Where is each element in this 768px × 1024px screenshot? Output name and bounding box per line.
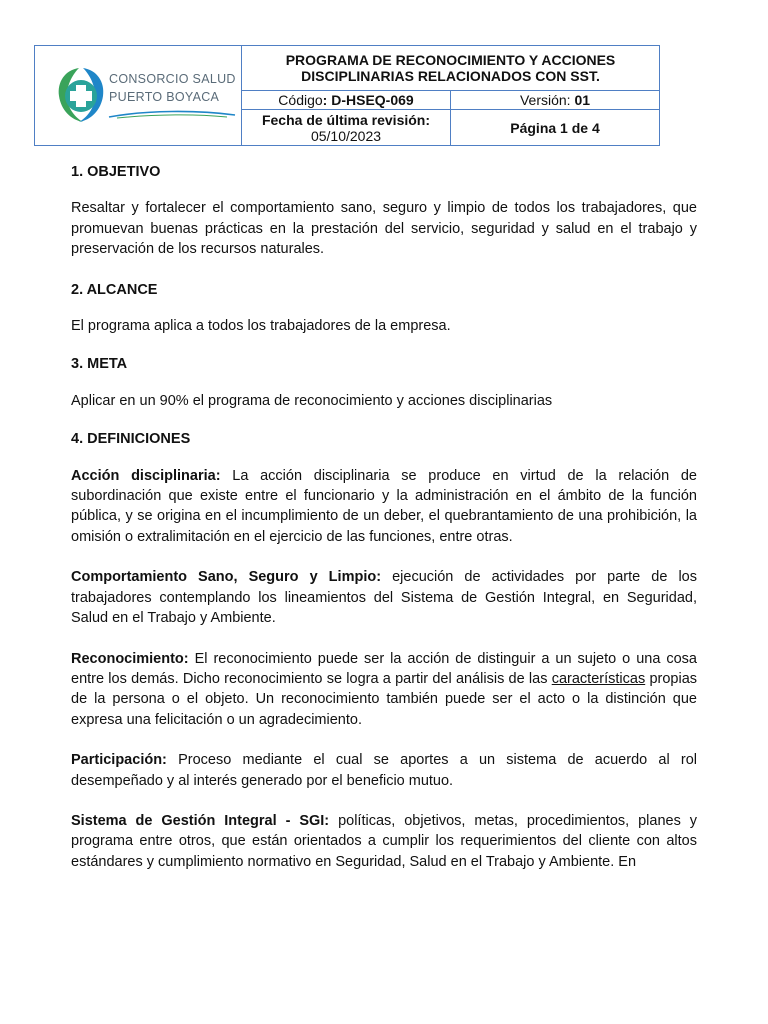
health-cross-logo-icon — [57, 64, 105, 126]
definition-comportamiento — [71, 567, 697, 628]
definition-term: Reconocimiento: — [71, 650, 189, 667]
section-body-meta: Aplicar en un 90% el programa de reconocimiento y acciones disciplinarias — [71, 392, 553, 409]
definition-reconocimiento — [71, 649, 697, 731]
company-logo — [35, 46, 241, 145]
code-cell — [242, 91, 451, 110]
definition-participacion — [71, 750, 697, 791]
definition-sgi — [71, 811, 697, 872]
section-heading-meta: 3. META — [71, 356, 128, 373]
definition-term: Participación: — [71, 752, 167, 769]
document-body — [71, 162, 697, 872]
document-title-line2: DISCIPLINARIAS RELACIONADOS CON SST. — [301, 68, 600, 84]
logo-cell — [35, 46, 242, 146]
revision-label: Fecha de última revisión: — [261, 111, 431, 128]
definition-text: propias de la persona o el objeto. Un reconocimiento también puede ser el acto o la distinción que expresa una felicitación o un agradecimiento. — [71, 670, 698, 728]
definition-text: políticas, objetivos, metas, procedimientos, planes y programa entre otros, que están orientados a cumplir los requerimientos del cliente con altos estándares y cumplimiento normativo en Seguridad, Salud en el Trabajo y Ambiente. En — [71, 812, 697, 870]
document-title-cell — [242, 46, 660, 91]
definition-accion-disciplinaria — [71, 466, 697, 548]
revision-date-cell — [242, 110, 451, 146]
revision-date: 05/10/2023 — [310, 127, 382, 144]
document-title-line1: PROGRAMA DE RECONOCIMIENTO Y ACCIONES — [285, 52, 616, 68]
definition-term: Acción disciplinaria: — [71, 467, 221, 484]
logo-swoosh-icon — [107, 108, 237, 120]
section-body-alcance: El programa aplica a todos los trabajadores de la empresa. — [71, 318, 451, 335]
version-value: 01 — [574, 92, 591, 108]
page-number: Página 1 de 4 — [451, 110, 660, 146]
section-heading-definiciones: 4. DEFINICIONES — [71, 431, 191, 448]
code-label: Código — [278, 92, 323, 108]
definition-text: ejecución de actividades por parte de los trabajadores contemplando los lineamientos del Sistema de Gestión Integral, en Seguridad, Salud en el Trabajo y Ambiente. — [71, 569, 697, 627]
definition-term: Comportamiento Sano, Seguro y Limpio: — [71, 569, 382, 586]
version-cell — [451, 91, 660, 110]
logo-text-line1: CONSORCIO SALUD — [109, 72, 236, 86]
logo-text-line2: PUERTO BOYACA — [109, 90, 220, 104]
definition-text: La acción disciplinaria se produce en virtud de la relación de subordinación que existe entre el funcionario y la administración en el ámbito de la función pública, y se origina en el incumplimiento de un deber, el quebrantamiento de una prohibición, la omisión o extralimitación en el ejercicio de las funciones, entre otras. — [71, 467, 697, 545]
definition-text: El reconocimiento puede ser la acción de distinguir a un sujeto o una cosa entre los demás. Dicho reconocimiento se logra a partir del análisis de las — [71, 650, 697, 687]
section-heading-objetivo: 1. OBJETIVO — [71, 164, 161, 180]
section-body-objetivo: Resaltar y fortalecer el comportamiento sano, seguro y limpio de todos los trabajadores, que promuevan buenas prácticas en la prestación del servicio, seguridad y salud en el trabajo y preservación de los recursos naturales. — [71, 200, 697, 258]
definition-term: Sistema de Gestión Integral - SGI: — [71, 812, 330, 829]
version-label: Versión: — [519, 92, 575, 108]
caracteristicas-link[interactable]: características — [551, 670, 646, 687]
definition-text: Proceso mediante el cual se aportes a un sistema de acuerdo al rol desempeñado y al interés generado por el beneficio mutuo. — [71, 752, 697, 789]
document-header — [34, 45, 660, 146]
code-value: : D-HSEQ-069 — [322, 92, 414, 108]
section-heading-alcance: 2. ALCANCE — [71, 281, 158, 298]
